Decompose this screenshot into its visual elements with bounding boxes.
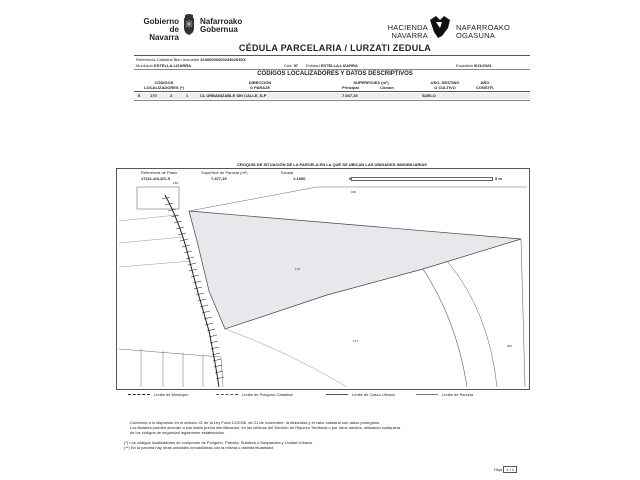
scale-start: 0 bbox=[349, 176, 352, 181]
entidad-label: Entidad bbox=[306, 63, 320, 68]
col-uso-header: USO, DESTINO O CULTIVO bbox=[430, 80, 460, 90]
escala-value: 1:1000 bbox=[293, 176, 306, 181]
ref-catastral-label: Referencia Catastral Bien Inmueble bbox=[136, 57, 200, 62]
parcel-label-topleft: 169 bbox=[173, 181, 179, 185]
legal-notice-1: Conforme a lo dispuesto en el artículo 41 de la Ley Foral 12/2006, de 21 de noviembre, la titularidad y el valor catastral son datos protegidos. bbox=[130, 420, 381, 425]
municipio-label: Municipio bbox=[136, 63, 153, 68]
footnotes bbox=[124, 440, 524, 450]
col-principal-header: Principal bbox=[342, 85, 359, 90]
table-row bbox=[136, 93, 530, 99]
map-legend bbox=[116, 392, 530, 398]
ref-catastral-value: 310000000002330263DX bbox=[200, 57, 246, 62]
document-title: CÉDULA PARCELARIA / LURZATI ZEDULA bbox=[238, 43, 432, 53]
parcel-label-171: 171 bbox=[353, 339, 359, 343]
page-label: Hoja bbox=[494, 467, 503, 472]
col-ano-header: AÑO CONSTR. bbox=[476, 80, 494, 90]
expedida-label: Expedida bbox=[456, 63, 473, 68]
scale-end: 5 m bbox=[495, 176, 502, 181]
gov-name-eu-1: Nafarroako bbox=[200, 17, 243, 26]
map-info-bar bbox=[141, 170, 527, 175]
parcel-170-shape bbox=[189, 211, 521, 329]
col-superficies-header: SUPERFICIES (m²) Principal Común bbox=[342, 80, 394, 90]
hacienda-name-3: NAFARROAKO bbox=[456, 23, 511, 32]
legend-poligono: Límite de Polígono Catastral bbox=[242, 392, 293, 397]
legend-poligono-line bbox=[216, 394, 238, 395]
legend-casco-line bbox=[326, 394, 348, 395]
gov-name-eu-2: Gobernua bbox=[200, 25, 238, 34]
ref-catastral-row bbox=[136, 57, 246, 62]
hacienda-name-1: HACIENDA bbox=[387, 23, 428, 32]
cell-uso: SUELO bbox=[422, 93, 436, 98]
col-codes-header: CÓDIGOS LOCALIZADORES (*) bbox=[144, 80, 184, 90]
entidad-value: ESTELLA-LIZARRA bbox=[320, 63, 358, 68]
parcel-label-170: 170 bbox=[295, 267, 301, 271]
page-value: 1 / 1 bbox=[503, 466, 517, 473]
legend-casco: Límite de Casco Urbano bbox=[352, 392, 396, 397]
col-comun-header: Común bbox=[380, 85, 394, 90]
ref-plano-value: 17211-4/3-3/C-5 bbox=[141, 176, 170, 181]
sup-parcela-label: Superficie de Parcela (m²) bbox=[201, 170, 248, 175]
map-title: CROQUIS DE SITUACIÓN DE LA PARCELA EN LA QUE SE UBICAN LAS UNIDADES INMOBILIARIAS bbox=[237, 162, 427, 167]
cell-principal: 7.047,15 bbox=[342, 93, 358, 98]
codes-title: CÓDIGOS LOCALIZADORES Y DATOS DESCRIPTIVOS bbox=[257, 71, 413, 77]
legend-parcela-line bbox=[416, 394, 438, 395]
footnote-2: (**) En la parcela hay otras unidades inmobiliarias con la misma o distinta titularidad. bbox=[124, 445, 274, 450]
col-direccion-header: DIRECCIÓN O PARAJE bbox=[248, 80, 272, 90]
page-number bbox=[494, 466, 517, 473]
parcel-label-361: 361 bbox=[507, 344, 513, 348]
escala-label: Escala bbox=[281, 170, 294, 175]
gov-name-es-2: de Navarra bbox=[149, 25, 179, 42]
hacienda-emblem-icon bbox=[428, 14, 454, 40]
hacienda-name-4: OGASUNA bbox=[456, 31, 495, 40]
municipio-row bbox=[136, 63, 530, 68]
gov-name-es-1: Gobierno bbox=[143, 17, 179, 26]
cod-value: 97 bbox=[293, 63, 299, 68]
gov-navarra-logo bbox=[137, 14, 277, 40]
cell-unidad: 1 bbox=[186, 93, 189, 98]
legal-notice bbox=[130, 420, 530, 435]
legal-notice-3: de los códigos de seguridad legalmente establecidos. bbox=[130, 430, 225, 435]
parcel-label-169: 169 bbox=[351, 190, 357, 194]
navarra-shield-icon bbox=[181, 14, 197, 36]
legend-parcela: Límite de Parcela bbox=[442, 392, 474, 397]
cell-poligono: 5 bbox=[138, 93, 141, 98]
cell-parcela: 170 bbox=[150, 93, 157, 98]
cell-direccion: CL URBANIZABLE SIN CALLE, S-P bbox=[200, 93, 267, 98]
title-rule bbox=[134, 55, 530, 56]
hacienda-navarra-logo bbox=[378, 14, 528, 44]
legal-notice-2: Los titulares pueden acceder a sus datos previa identificación, en las oficinas del Servicio de Riqueza Territorial o por otros medios, utilizando cualquiera bbox=[130, 425, 401, 430]
hacienda-name-2: NAVARRA bbox=[391, 31, 428, 40]
cell-subarea: 2 bbox=[170, 93, 173, 98]
cod-label: Cód. bbox=[284, 63, 293, 68]
expedida-value: 9/11/2023 bbox=[473, 63, 492, 68]
legend-municipio-line bbox=[128, 394, 150, 395]
cadastral-map bbox=[117, 181, 529, 389]
footnote-1: (*) Los códigos localizadores se componen de Polígono, Parcela, Subárea o Subparcela y Unidad Urbana. bbox=[124, 440, 313, 445]
sup-parcela-value: 7.477,15 bbox=[211, 176, 227, 181]
map-frame bbox=[116, 168, 530, 390]
municipio-value: ESTELLA-LIZARRA bbox=[154, 63, 192, 68]
ref-plano-label: Referencia de Plano bbox=[141, 170, 178, 175]
legend-municipio: Límite de Municipio bbox=[154, 392, 189, 397]
